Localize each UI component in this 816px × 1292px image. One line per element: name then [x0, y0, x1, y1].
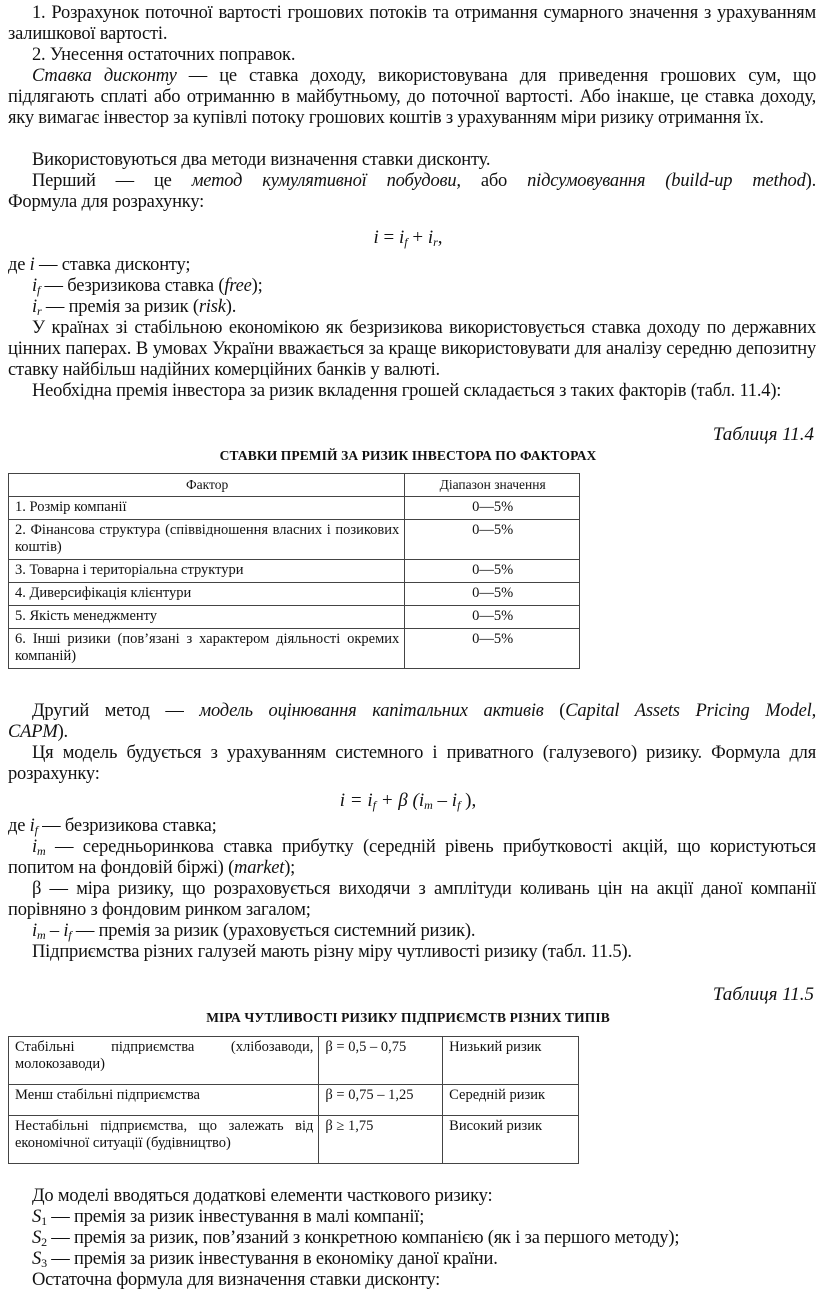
table1-caption: Таблиця 11.4 [712, 424, 814, 445]
formula-punct: , [437, 227, 443, 248]
formula-part: ), [460, 790, 477, 811]
method2-abbr-line [8, 722, 816, 743]
extra-symbol: S [32, 1207, 42, 1227]
where-symbol: i [29, 816, 35, 836]
extra-subscript: 1 [41, 1214, 47, 1228]
where-symbol: i [32, 276, 37, 296]
method2-middle: ( [543, 701, 566, 721]
method2-prefix: Другий метод — [32, 701, 200, 721]
risk-sensitivity-table [8, 1036, 579, 1164]
extra-intro: До моделі вводяться додаткові елементи часткового ризику: [32, 1186, 493, 1206]
where-text: — безризикова ставка ( [40, 276, 225, 296]
formula-subscript: f [372, 798, 376, 812]
method1-paragraph [8, 171, 816, 192]
table-row [9, 1116, 579, 1164]
table-row [9, 629, 580, 669]
formula-subscript: r [433, 235, 438, 249]
definition-term: Ставка дисконту [32, 66, 177, 86]
where-subscript: f [34, 823, 38, 837]
method2-paragraph [8, 701, 816, 722]
where-symbol: i [32, 921, 37, 941]
definition-text: — це ставка доходу, використовувана для приведення грошових сум, що підлягають сплаті або отриманню в майбутньому, до поточної вартості. Або інакше, це ставка доходу, яку вимагає інвестор за купівлі потоку грошових коштів з урахуванням міри ризику отримання їх. [8, 66, 816, 128]
enterprise-type-cell: Стабільні підприємства (хлібозаводи, молокозаводи) [9, 1037, 319, 1085]
method1-name: метод кумулятивної побудови, [191, 171, 461, 191]
method2-suffix: ). [57, 722, 68, 742]
table-row [9, 583, 580, 606]
where2-diff [8, 921, 816, 942]
method1-middle: або [460, 171, 528, 191]
factor-cell: 6. Інші ризики (пов’язані з характером діяльності окремих компаній) [9, 629, 405, 669]
where-text: — безризикова ставка; [37, 816, 217, 836]
where-subscript: f [36, 283, 41, 297]
formula-operator: + [407, 227, 428, 248]
method2-abbr: CAPM [8, 722, 58, 742]
table-row [9, 520, 580, 560]
where2-beta: β — міра ризику, що розраховується виходячи з амплітуди коливань цін на акції даної компанії порівняно з фондовим ринком загалом; [8, 879, 816, 920]
industries-paragraph: Підприємства різних галузей мають різну міру чутливості ризику (табл. 11.5). [32, 942, 632, 962]
table2-title: МІРА ЧУТЛИВОСТІ РИЗИКУ ПІДПРИЄМСТВ РІЗНИХ ТИПІВ [206, 1010, 610, 1025]
table2-caption: Таблиця 11.5 [712, 984, 814, 1005]
range-cell: 0—5% [405, 629, 580, 669]
formula-operator: = [378, 227, 399, 248]
enterprise-type-cell: Нестабільні підприємства, що залежать від економічної ситуації (будівництво) [9, 1116, 319, 1164]
factor-cell: 2. Фінансова структура (співвідношення власних і позикових коштів) [9, 520, 405, 560]
final-formula-intro: Остаточна формула для визначення ставки дисконту: [32, 1270, 441, 1290]
range-cell: 0—5% [405, 606, 580, 629]
where-symbol: i [29, 255, 35, 275]
where-text: — премія за ризик ( [41, 297, 199, 317]
where-italic: risk [198, 297, 226, 317]
where1-ir [8, 297, 816, 318]
factor-cell: 4. Диверсифікація клієнтури [9, 583, 405, 606]
table-row [9, 606, 580, 629]
beta-cell: β = 0,75 – 1,25 [319, 1085, 443, 1116]
factor-cell: 5. Якість менеджменту [9, 606, 405, 629]
where-text: ); [284, 858, 296, 878]
methods-intro: Використовуються два методи визначення ставки дисконту. [32, 150, 491, 170]
header-factor: Фактор [9, 474, 405, 497]
where-prefix: де [8, 816, 30, 836]
stable-economy-paragraph: У країнах зі стабільною економікою як безризикова використовується ставка доходу по державних цінних паперах. В умовах України вважається за краще використовувати для аналізу середню депозитну ставку найбільш надійних комерційних банків у валюті. [8, 318, 816, 380]
range-cell: 0—5% [405, 520, 580, 560]
intro-item-1: 1. Розрахунок поточної вартості грошових потоків та отримання сумарного значення з урахуванням залишкової вартості. [8, 3, 816, 44]
method1-alt: підсумовування (build-up method [527, 171, 806, 191]
where-subscript: m [36, 928, 46, 942]
where-subscript: r [36, 304, 42, 318]
extra-symbol: S [32, 1228, 42, 1248]
where-subscript: m [36, 844, 46, 858]
formula-symbol: i [427, 227, 434, 248]
extra-text: — премія за ризик інвестування в малі компанії; [46, 1207, 425, 1227]
model-paragraph: Ця модель будується з урахуванням системного і приватного (галузевого) ризику. Формула для розрахунку: [8, 743, 816, 784]
formula-intro-1: Формула для розрахунку: [8, 192, 205, 212]
extra-item-s1 [8, 1207, 816, 1228]
method2-comma: , [811, 701, 816, 721]
where-text: — середньоринкова ставка прибутку (середній рівень прибутковості акцій, що користуються попитом на фондовій біржі) ( [8, 837, 816, 878]
formula-part: + β (i [375, 790, 425, 811]
where1-if [8, 276, 816, 297]
beta-cell: β ≥ 1,75 [319, 1116, 443, 1164]
range-cell: 0—5% [405, 497, 580, 520]
extra-text: — премія за ризик інвестування в економіку даної країни. [46, 1249, 498, 1269]
extra-symbol: S [32, 1249, 42, 1269]
method2-name: модель оцінювання капітальних активів [199, 701, 544, 721]
where-prefix: де [8, 255, 30, 275]
beta-cell: β = 0,5 – 0,75 [319, 1037, 443, 1085]
enterprise-type-cell: Менш стабільні підприємства [9, 1085, 319, 1116]
formula-part: i = i [339, 790, 373, 811]
where-text: — ставка дисконту; [34, 255, 191, 275]
table-header-row [9, 474, 580, 497]
table-row [9, 1085, 579, 1116]
where1-i [8, 255, 816, 276]
extra-item-s3 [8, 1249, 816, 1270]
factor-cell: 1. Розмір компанії [9, 497, 405, 520]
risk-premium-table [8, 473, 580, 669]
where-text: ); [251, 276, 263, 296]
intro-item-2: 2. Унесення остаточних поправок. [32, 45, 296, 65]
where2-im [8, 837, 816, 879]
where-subscript: f [68, 928, 72, 942]
formula-part: – i [432, 790, 458, 811]
where-symbol: i [63, 921, 69, 941]
risk-level-cell: Низький ризик [443, 1037, 579, 1085]
header-range: Діапазон значення [405, 474, 580, 497]
extra-subscript: 2 [41, 1235, 47, 1249]
premium-paragraph: Необхідна премія інвестора за ризик вкладення грошей складається з таких факторів (табл. 11.4): [32, 381, 782, 401]
extra-text: — премія за ризик, пов’язаний з конкретною компанією (як і за першого методу); [46, 1228, 680, 1248]
table-row [9, 497, 580, 520]
where-text: — премія за ризик (ураховується системний ризик). [71, 921, 476, 941]
formula-capm [0, 790, 816, 811]
formula-subscript: m [424, 798, 433, 812]
where-operator: – [45, 921, 64, 941]
extra-subscript: 3 [41, 1256, 47, 1270]
table-row [9, 560, 580, 583]
where-italic: free [224, 276, 252, 296]
formula-build-up [0, 227, 816, 248]
where-symbol: i [32, 297, 37, 317]
method1-prefix: Перший — це [32, 171, 192, 191]
formula-symbol: i [398, 227, 405, 248]
definition-paragraph [8, 66, 816, 129]
extra-item-s2 [8, 1228, 816, 1249]
formula-subscript: f [404, 235, 408, 249]
formula-symbol: i [373, 227, 379, 248]
where-text: ). [225, 297, 237, 317]
factor-cell: 3. Товарна і територіальна структури [9, 560, 405, 583]
table1-title: СТАВКИ ПРЕМІЙ ЗА РИЗИК ІНВЕСТОРА ПО ФАКТОРАХ [219, 448, 597, 463]
risk-level-cell: Середній ризик [443, 1085, 579, 1116]
where-italic: market [234, 858, 285, 878]
risk-level-cell: Високий ризик [443, 1116, 579, 1164]
table-row [9, 1037, 579, 1085]
where-symbol: i [32, 837, 37, 857]
where2-if [8, 816, 816, 837]
range-cell: 0—5% [405, 583, 580, 606]
range-cell: 0—5% [405, 560, 580, 583]
method2-alt: Capital Assets Pricing Model [565, 701, 812, 721]
method1-suffix: ). [805, 171, 816, 191]
formula-subscript: f [457, 798, 461, 812]
